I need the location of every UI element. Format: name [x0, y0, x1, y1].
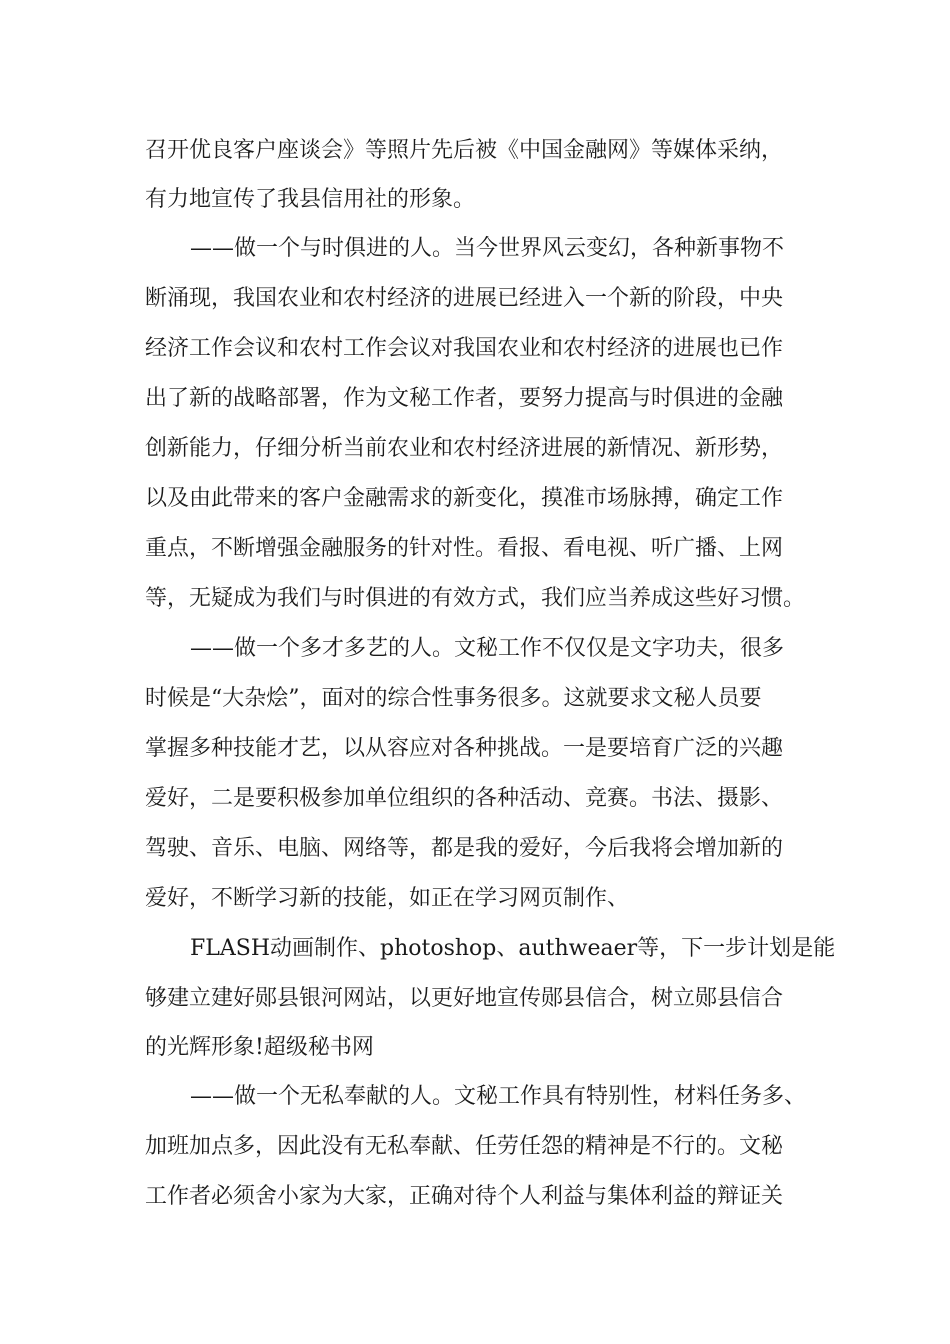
- text-line: 重点，不断增强金融服务的针对性。看报、看电视、听广播、上网: [145, 536, 784, 561]
- text-line: 爱好，二是要积极参加单位组织的各种活动、竞赛。书法、摄影、: [145, 786, 784, 811]
- text-line: 驾驶、音乐、电脑、网络等，都是我的爱好，今后我将会增加新的: [145, 836, 784, 861]
- text-line: 掌握多种技能才艺，以从容应对各种挑战。一是要培育广泛的兴趣: [145, 736, 784, 761]
- text-line: 等，无疑成为我们与时俱进的有效方式，我们应当养成这些好习惯。: [145, 586, 806, 611]
- text-line: 时候是“大杂烩”，面对的综合性事务很多。这就要求文秘人员要: [145, 686, 762, 711]
- paragraph-start-line: ——做一个无私奉献的人。文秘工作具有特别性，材料任务多、: [190, 1084, 807, 1109]
- text-line: 经济工作会议和农村工作会议对我国农业和农村经济的进展也已作: [145, 336, 784, 361]
- text-line: 的光辉形象!超级秘书网: [145, 1035, 374, 1060]
- text-line: 创新能力，仔细分析当前农业和农村经济进展的新情况、新形势，: [145, 436, 784, 461]
- text-line: 断涌现，我国农业和农村经济的进展已经进入一个新的阶段，中央: [145, 286, 784, 311]
- text-line: 出了新的战略部署，作为文秘工作者，要努力提高与时俱进的金融: [145, 386, 784, 411]
- paragraph-start-line: FLASH动画制作、photoshop、authweaer等，下一步计划是能: [190, 936, 836, 961]
- text-line: 召开优良客户座谈会》等照片先后被《中国金融网》等媒体采纳，: [145, 138, 784, 163]
- text-line: 以及由此带来的客户金融需求的新变化，摸准市场脉搏，确定工作: [145, 486, 784, 511]
- paragraph-start-line: ——做一个与时俱进的人。当今世界风云变幻，各种新事物不: [190, 236, 785, 261]
- text-line: 工作者必须舍小家为大家，正确对待个人利益与集体利益的辩证关: [145, 1184, 784, 1209]
- paragraph-start-line: ——做一个多才多艺的人。文秘工作不仅仅是文字功夫，很多: [190, 636, 785, 661]
- text-line: 够建立建好郧县银河网站，以更好地宣传郧县信合，树立郧县信合: [145, 986, 784, 1011]
- text-line: 爱好，不断学习新的技能，如正在学习网页制作、: [145, 886, 630, 911]
- text-line: 有力地宣传了我县信用社的形象。: [145, 187, 476, 212]
- text-line: 加班加点多，因此没有无私奉献、任劳任怨的精神是不行的。文秘: [145, 1134, 784, 1159]
